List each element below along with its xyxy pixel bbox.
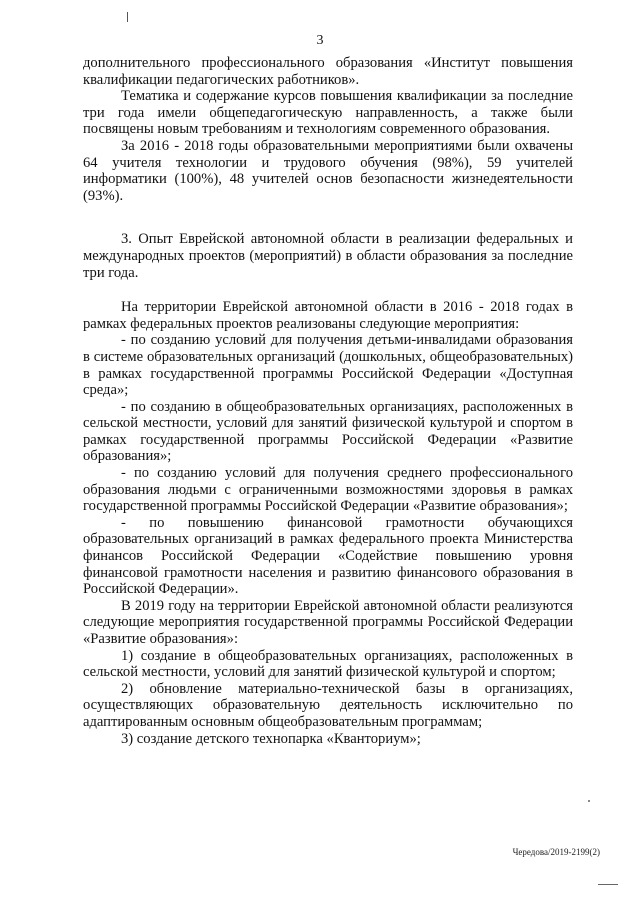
list-item-financial-literacy: - по повышению финансовой грамотности обучающихся образовательных организаций в рамках федерального проекта Министерства финансов Российской Федерации «Содействие повышению уровня финансовой грамотности населения и развитию финансового образования в Российской Федерации». xyxy=(83,514,573,598)
document-footer-code: Чередова/2019-2199(2) xyxy=(512,847,600,857)
numbered-item-1: 1) создание в общеобразовательных организациях, расположенных в сельской местности, условий для занятий физической культурой и спортом; xyxy=(83,647,573,681)
paragraph-course-topics: Тематика и содержание курсов повышения квалификации за последние три года имели общепедагогическую направленность, а также были посвящены новым требованиям и технологиям современного образования. xyxy=(83,88,573,138)
list-item-rural-sports: - по созданию в общеобразовательных организациях, расположенных в сельской местности, условий для занятий физической культурой и спортом в рамках государственной программы Российской Федерации «Развитие образования»; xyxy=(83,398,573,465)
scan-tick-mark xyxy=(127,12,128,22)
section-heading-3: 3. Опыт Еврейской автономной области в реализации федеральных и международных проектов (мероприятий) в области образования за последние три года. xyxy=(83,231,573,281)
page-number: 3 xyxy=(316,33,324,48)
scan-corner-mark xyxy=(598,884,618,885)
list-item-vocational-education: - по созданию условий для получения среднего профессионального образования людьми с ограниченными возможностями здоровья в рамках государственной программы Российской Федерации «Развитие образования»; xyxy=(83,465,573,515)
paragraph-2019-intro: В 2019 году на территории Еврейской автономной области реализуются следующие мероприятия государственной программы Российской Федерации «Развитие образования»: xyxy=(83,597,573,647)
paragraph-institute-continuation: дополнительного профессионального образования «Институт повышения квалификации педагогических работников». xyxy=(83,55,573,88)
numbered-item-3: 3) создание детского технопарка «Кванториум»; xyxy=(121,730,421,747)
paragraph-teachers-coverage: За 2016 - 2018 годы образовательными мероприятиями были охвачены 64 учителя технологии и трудового обучения (98%), 59 учителей информатики (100%), 48 учителей основ безопасности жизнедеятельности (93%). xyxy=(83,137,573,204)
paragraph-federal-projects-intro: На территории Еврейской автономной области в 2016 - 2018 годах в рамках федеральных проектов реализованы следующие мероприятия: xyxy=(83,299,573,332)
scan-speck xyxy=(588,800,590,802)
numbered-item-2: 2) обновление материально-технической базы в организациях, осуществляющих образовательную деятельность исключительно по адаптированным основным общеобразовательным программам; xyxy=(83,680,573,730)
list-item-accessible-environment: - по созданию условий для получения детьми-инвалидами образования в системе образовательных организаций (дошкольных, общеобразовательных) в рамках государственной программы Российской Федерации «Доступная среда»; xyxy=(83,332,573,399)
document-body xyxy=(83,55,573,747)
